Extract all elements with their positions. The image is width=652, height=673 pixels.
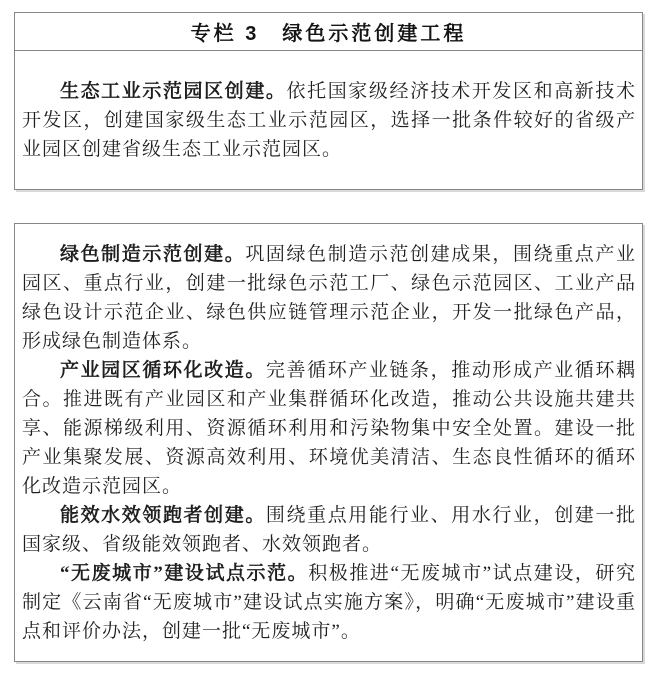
- paragraph-body: 依托国家级经济技术开发区和高新技术开发区，创建国家级生态工业示范园区，选择一批条件较好的省级产业园区创建省级生态工业示范园区。: [22, 81, 636, 160]
- paragraph-body: 积极推进“无废城市”试点建设，研究制定《云南省“无废城市”建设试点实施方案》，明确“无废城市”建设重点和评价办法，创建一批“无废城市”。: [22, 563, 636, 642]
- paragraph-green-manufacturing: [22, 240, 636, 356]
- paragraph-body: 巩固绿色制造示范创建成果，围绕重点产业园区、重点行业，创建一批绿色示范工厂、绿色示范园区、工业产品绿色设计示范企业、绿色供应链管理示范企业，开发一批绿色产品，形成绿色制造体系。: [22, 244, 636, 352]
- paragraph-body: 围绕重点用能行业、用水行业，创建一批国家级、省级能效领跑者、水效领跑者。: [22, 505, 636, 555]
- column-title: 专栏 3 绿色示范创建工程: [15, 13, 642, 51]
- paragraph-lead: 产业园区循环化改造。: [60, 360, 266, 381]
- paragraph-lead: “无废城市”建设试点示范。: [60, 563, 309, 584]
- paragraph-lead: 能效水效领跑者创建。: [60, 505, 266, 526]
- paragraph-efficiency-leaders: [22, 501, 636, 559]
- paragraph-eco-industrial-parks: [22, 77, 636, 164]
- paragraph-lead: 绿色制造示范创建。: [60, 244, 246, 265]
- column-body-bottom: [15, 224, 642, 646]
- paragraph-lead: 生态工业示范园区创建。: [60, 81, 287, 102]
- paragraph-circular-transformation: [22, 356, 636, 501]
- column-box-header-section: [14, 12, 643, 190]
- paragraph-waste-free-city: [22, 559, 636, 646]
- column-body-top: [15, 51, 642, 164]
- column-box-continuation-section: [14, 223, 643, 662]
- paragraph-body: 完善循环产业链条，推动形成产业循环耦合。推进既有产业园区和产业集群循环化改造，推动公共设施共建共享、能源梯级利用、资源循环利用和污染物集中安全处置。建设一批产业集聚发展、资源高效利用、环境优美清洁、生态良性循环的循环化改造示范园区。: [22, 360, 636, 497]
